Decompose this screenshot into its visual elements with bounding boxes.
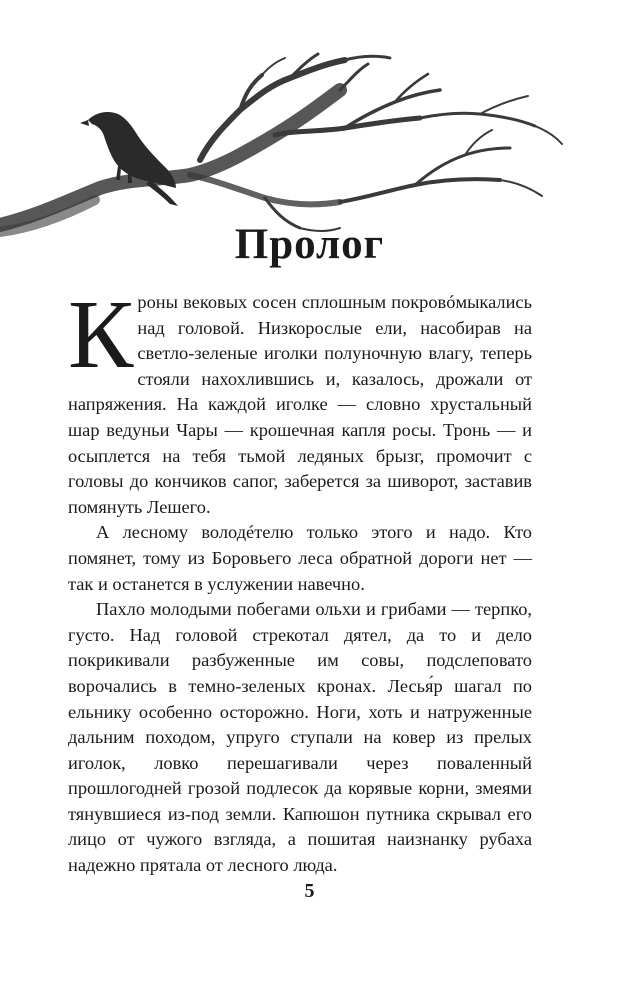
paragraph-1 bbox=[68, 281, 532, 520]
crow-on-branch-illustration bbox=[0, 40, 619, 250]
chapter-body bbox=[68, 281, 532, 879]
drop-cap: К bbox=[68, 281, 134, 389]
paragraph-3: Пахло молодыми побегами ольхи и грибами — терпко, густо. Над головой стрекотал дятел, да то и дело покрикивали разбуженные им совы, подслеповато ворочались в темно-зеленых кронах. Лесья́р шагал по ельнику особенно осторожно. Ноги, хоть и натруженные дальним походом, упруго ступали на ковер из прелых иголок, ловко перешагивали через поваленный прошлогодней грозой подлесок да корявые корни, змеями тянувшиеся из-под земли. Капюшон путника скрывал его лицо от чужого взгляда, а пошитая наизнанку рубаха надежно прятала от лесного люда. bbox=[68, 599, 532, 876]
page-number: 5 bbox=[304, 880, 315, 902]
paragraph-1-text: роны вековых сосен сплошным покровóмыкались над головой. Низкорослые ели, насобирав на светло-зеленые иголки полуночную влагу, теперь стояли нахохлившись и, казалось, дрожали от напряжения. На каждой иголке — словно хрустальный шар ведуньи Чары — крошечная капля росы. Тронь — и осыплется на тебя тьмой ледяных брызг, промочит с головы до кончиков сапог, заберется за шиворот, заставив помянуть Лешего. bbox=[68, 292, 532, 517]
paragraph-2: А лесному володéтелю только этого и надо. Кто помянет, тому из Боровьего леса обратной дороги нет — так и останется в услужении навечно. bbox=[68, 522, 532, 594]
chapter-title: Пролог bbox=[234, 221, 385, 268]
